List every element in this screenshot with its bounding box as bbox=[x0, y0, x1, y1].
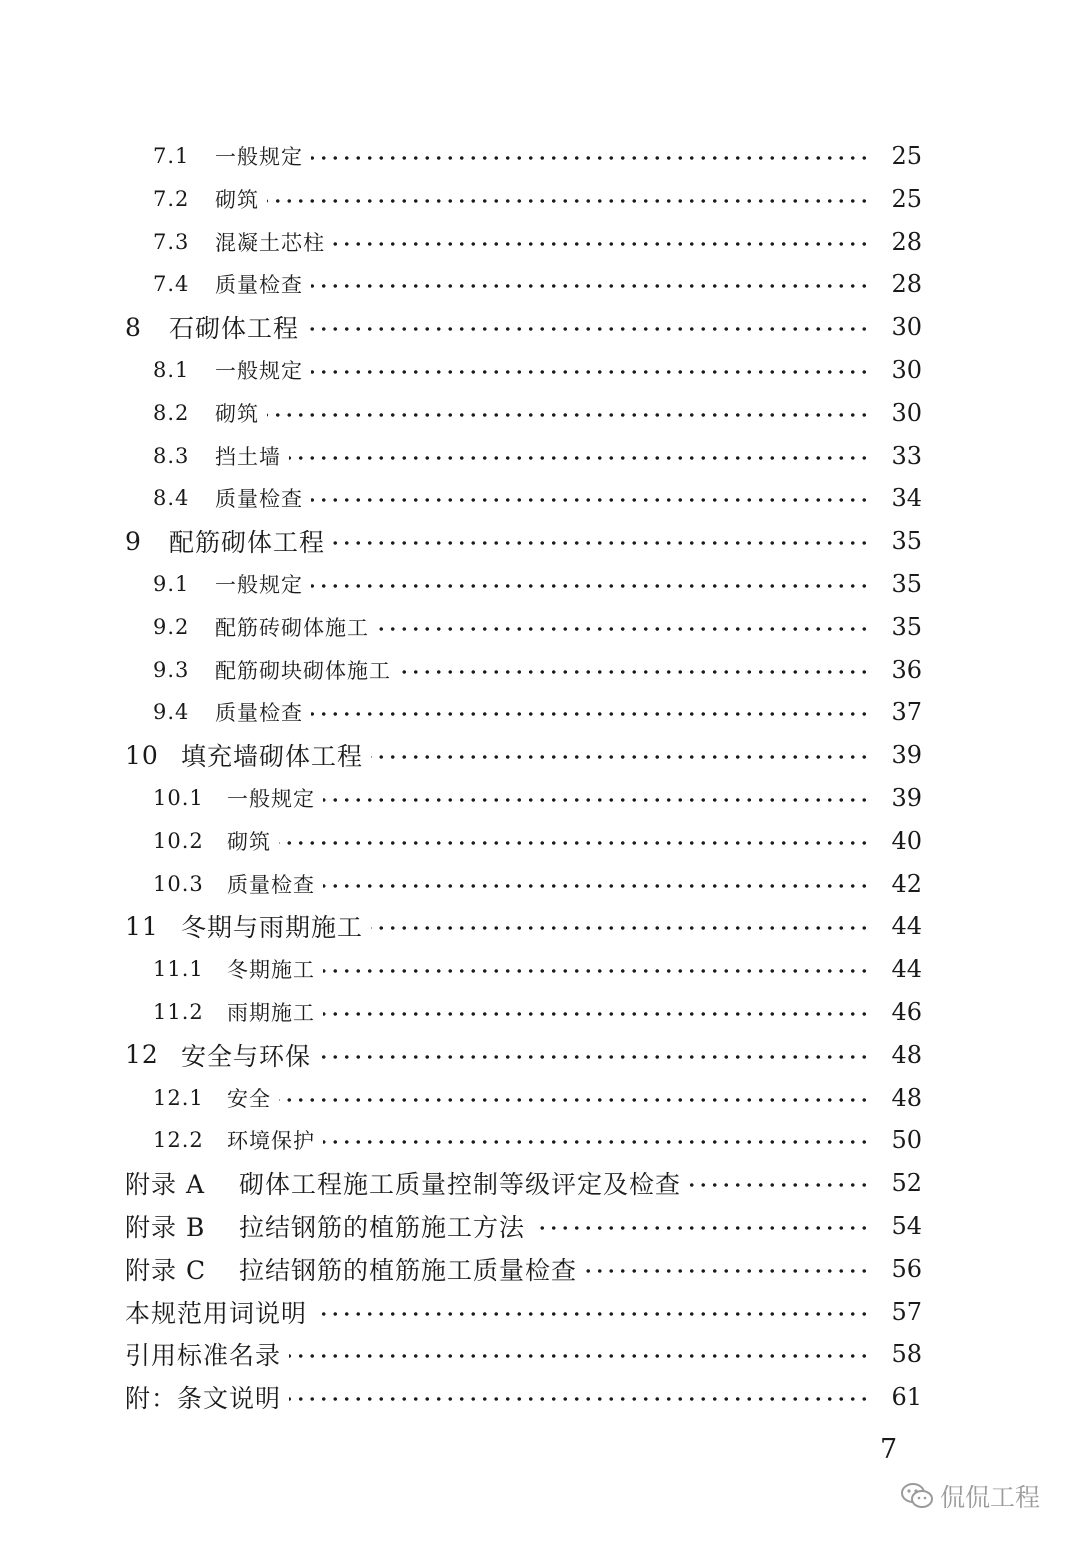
toc-entry-page: 39 bbox=[891, 741, 922, 770]
toc-entry bbox=[0, 1248, 922, 1290]
toc-entry-title: 安全与环保 bbox=[181, 1041, 312, 1071]
toc-entry-title: 本规范用词说明 bbox=[125, 1298, 308, 1328]
toc-entry bbox=[0, 1077, 922, 1119]
toc-entry-page: 30 bbox=[891, 313, 922, 342]
toc-entry-number: 8.1 bbox=[153, 358, 190, 382]
toc-entry bbox=[0, 649, 922, 691]
toc-entry-number: 9.2 bbox=[153, 614, 190, 639]
toc-entry bbox=[0, 563, 922, 605]
dot-leader bbox=[267, 198, 870, 204]
dot-leader bbox=[311, 497, 870, 503]
toc-entry bbox=[0, 1119, 922, 1161]
toc-entry-number: 附录 A bbox=[125, 1170, 206, 1200]
toc-entry-number: 8.4 bbox=[153, 486, 190, 511]
toc-entry-title: 质量检查 bbox=[215, 487, 303, 512]
toc-entry-page: 25 bbox=[891, 142, 922, 170]
toc-entry-title: 配筋砌体工程 bbox=[169, 528, 326, 558]
toc-entry-page: 56 bbox=[891, 1254, 922, 1283]
toc-entry-page: 35 bbox=[891, 612, 922, 641]
toc-entry bbox=[0, 820, 922, 862]
toc-entry-page: 28 bbox=[891, 227, 922, 256]
dot-leader bbox=[323, 797, 870, 803]
toc-entry-number: 12.2 bbox=[153, 1128, 204, 1153]
toc-entry-title: 雨期施工 bbox=[227, 1001, 315, 1025]
toc-entry-page: 35 bbox=[891, 527, 922, 556]
toc-entry bbox=[0, 734, 922, 776]
toc-entry-title: 砌体工程施工质量控制等级评定及检查 bbox=[239, 1170, 682, 1200]
toc-entry-title: 砌筑 bbox=[227, 829, 271, 854]
toc-entry-number: 附录 C bbox=[125, 1255, 207, 1285]
toc-entry-number: 9.1 bbox=[153, 572, 190, 596]
dot-leader bbox=[289, 1396, 870, 1402]
toc-entry-page: 58 bbox=[891, 1340, 922, 1369]
dot-leader bbox=[323, 968, 870, 974]
dot-leader bbox=[377, 626, 870, 632]
toc-entry-page: 61 bbox=[891, 1383, 922, 1412]
toc-entry-page: 52 bbox=[891, 1169, 922, 1198]
dot-leader bbox=[333, 241, 870, 247]
toc-entry bbox=[0, 392, 922, 434]
toc-entry-page: 35 bbox=[891, 570, 922, 598]
toc-entry-number: 9 bbox=[125, 526, 142, 556]
toc-entry-number: 9.3 bbox=[153, 657, 190, 682]
toc-entry-title: 配筋砌块砌体施工 bbox=[215, 658, 391, 683]
toc-entry-number: 11.1 bbox=[153, 957, 204, 982]
dot-leader bbox=[279, 1097, 870, 1103]
toc-entry-number: 10.3 bbox=[153, 871, 204, 896]
toc-entry-page: 30 bbox=[891, 398, 922, 427]
dot-leader bbox=[311, 711, 870, 717]
dot-leader bbox=[323, 1011, 870, 1017]
toc-entry-number: 8 bbox=[125, 312, 142, 342]
toc-entry-page: 48 bbox=[891, 1083, 922, 1112]
toc-entry-title: 冬期与雨期施工 bbox=[181, 913, 364, 943]
toc-entry-title: 引用标准名录 bbox=[125, 1341, 282, 1371]
toc-entry-title: 一般规定 bbox=[215, 359, 303, 383]
toc-entry-page: 50 bbox=[891, 1126, 922, 1155]
dot-leader bbox=[323, 883, 870, 889]
toc-entry bbox=[0, 948, 922, 990]
toc-entry-number: 10.2 bbox=[153, 828, 204, 853]
toc-entry-title: 配筋砖砌体施工 bbox=[215, 615, 369, 640]
toc-entry bbox=[0, 691, 922, 733]
dot-leader bbox=[323, 1139, 870, 1145]
toc-entry bbox=[0, 1205, 922, 1247]
toc-entry bbox=[0, 777, 922, 819]
dot-leader bbox=[307, 326, 870, 332]
toc-entry-page: 44 bbox=[891, 955, 922, 984]
toc-entry-number: 7.1 bbox=[153, 144, 190, 168]
dot-leader bbox=[311, 155, 870, 161]
toc-entry-page: 30 bbox=[891, 356, 922, 384]
toc-entry-page: 48 bbox=[891, 1040, 922, 1069]
toc-entry-title: 石砌体工程 bbox=[169, 314, 300, 344]
dot-leader bbox=[311, 283, 870, 289]
toc-entry bbox=[0, 1333, 922, 1375]
dot-leader bbox=[319, 1054, 870, 1060]
toc-entry-page: 25 bbox=[891, 184, 922, 213]
toc-entry bbox=[0, 1034, 922, 1076]
toc-entry bbox=[0, 1162, 922, 1204]
toc-entry-title: 拉结钢筋的植筋施工方法 bbox=[239, 1213, 526, 1242]
toc-entry-title: 混凝土芯柱 bbox=[215, 230, 325, 255]
dot-leader bbox=[315, 1311, 870, 1317]
toc-entry-number: 11 bbox=[125, 911, 159, 941]
toc-entry-title: 填充墙砌体工程 bbox=[181, 742, 364, 772]
toc-entry-page: 42 bbox=[891, 869, 922, 898]
toc-entry bbox=[0, 1376, 922, 1418]
toc-entry-title: 附：条文说明 bbox=[125, 1384, 282, 1414]
toc-entry-title: 质量检查 bbox=[215, 273, 303, 298]
toc-entry-number: 7.3 bbox=[153, 229, 190, 254]
dot-leader bbox=[533, 1225, 870, 1231]
toc-entry-number: 11.2 bbox=[153, 1000, 204, 1024]
toc-entry-title: 砌筑 bbox=[215, 187, 259, 212]
toc-entry bbox=[0, 477, 922, 519]
toc-entry-number: 附录 B bbox=[125, 1213, 206, 1242]
toc-entry bbox=[0, 905, 922, 947]
dot-leader bbox=[311, 583, 870, 589]
dot-leader bbox=[289, 455, 870, 461]
toc-entry bbox=[0, 606, 922, 648]
dot-leader bbox=[585, 1268, 870, 1274]
toc-entry-number: 7.2 bbox=[153, 186, 190, 211]
toc-entry-page: 36 bbox=[891, 655, 922, 684]
toc-entry bbox=[0, 178, 922, 220]
toc-entry-title: 一般规定 bbox=[215, 145, 303, 169]
toc-entry-title: 环境保护 bbox=[227, 1129, 315, 1154]
toc-entry-number: 12 bbox=[125, 1040, 159, 1070]
toc-entry-title: 安全 bbox=[227, 1086, 271, 1111]
toc-entry bbox=[0, 349, 922, 391]
toc-entry-page: 33 bbox=[891, 441, 922, 470]
toc-entry-title: 质量检查 bbox=[215, 701, 303, 726]
toc-entry-title: 质量检查 bbox=[227, 872, 315, 897]
toc-entry-page: 46 bbox=[891, 998, 922, 1026]
toc-entry bbox=[0, 135, 922, 177]
toc-entry-title: 拉结钢筋的植筋施工质量检查 bbox=[239, 1255, 578, 1285]
toc-entry-number: 12.1 bbox=[153, 1085, 204, 1110]
watermark bbox=[900, 1478, 1040, 1514]
toc-entry-page: 54 bbox=[891, 1212, 922, 1240]
toc-entry-number: 10.1 bbox=[153, 786, 204, 810]
dot-leader bbox=[399, 669, 870, 675]
dot-leader bbox=[333, 540, 870, 546]
toc-entry-title: 一般规定 bbox=[215, 573, 303, 597]
dot-leader bbox=[689, 1182, 870, 1188]
toc-entry bbox=[0, 435, 922, 477]
toc-entry-title: 砌筑 bbox=[215, 401, 259, 426]
toc-entry-number: 9.4 bbox=[153, 700, 190, 725]
toc-entry bbox=[0, 991, 922, 1033]
toc-entry-page: 44 bbox=[891, 912, 922, 941]
dot-leader bbox=[371, 754, 870, 760]
dot-leader bbox=[311, 369, 870, 375]
toc-entry-title: 挡土墙 bbox=[215, 444, 281, 469]
toc-entry-number: 10 bbox=[125, 740, 159, 770]
toc-entry-title: 冬期施工 bbox=[227, 958, 315, 983]
watermark-text: 侃侃工程 bbox=[940, 1483, 1041, 1512]
toc-entry-number: 8.3 bbox=[153, 443, 190, 468]
toc-entry bbox=[0, 520, 922, 562]
toc-entry-page: 28 bbox=[891, 270, 922, 299]
toc-entry-title: 一般规定 bbox=[227, 787, 315, 811]
page-number: 7 bbox=[880, 1434, 898, 1465]
toc-entry bbox=[0, 863, 922, 905]
toc-entry-number: 8.2 bbox=[153, 400, 190, 425]
toc-entry bbox=[0, 306, 922, 348]
toc-entry bbox=[0, 263, 922, 305]
toc-entry-number: 7.4 bbox=[153, 272, 190, 297]
dot-leader bbox=[279, 840, 870, 846]
wechat-icon bbox=[900, 1481, 934, 1511]
dot-leader bbox=[371, 925, 870, 931]
toc-entry-page: 39 bbox=[891, 784, 922, 812]
toc-entry-page: 34 bbox=[891, 484, 922, 513]
dot-leader bbox=[289, 1353, 870, 1359]
dot-leader bbox=[267, 412, 870, 418]
toc-entry-page: 37 bbox=[891, 698, 922, 727]
toc-entry-page: 40 bbox=[891, 826, 922, 855]
toc-entry bbox=[0, 1291, 922, 1333]
toc-entry bbox=[0, 221, 922, 263]
toc-entry-page: 57 bbox=[891, 1297, 922, 1326]
